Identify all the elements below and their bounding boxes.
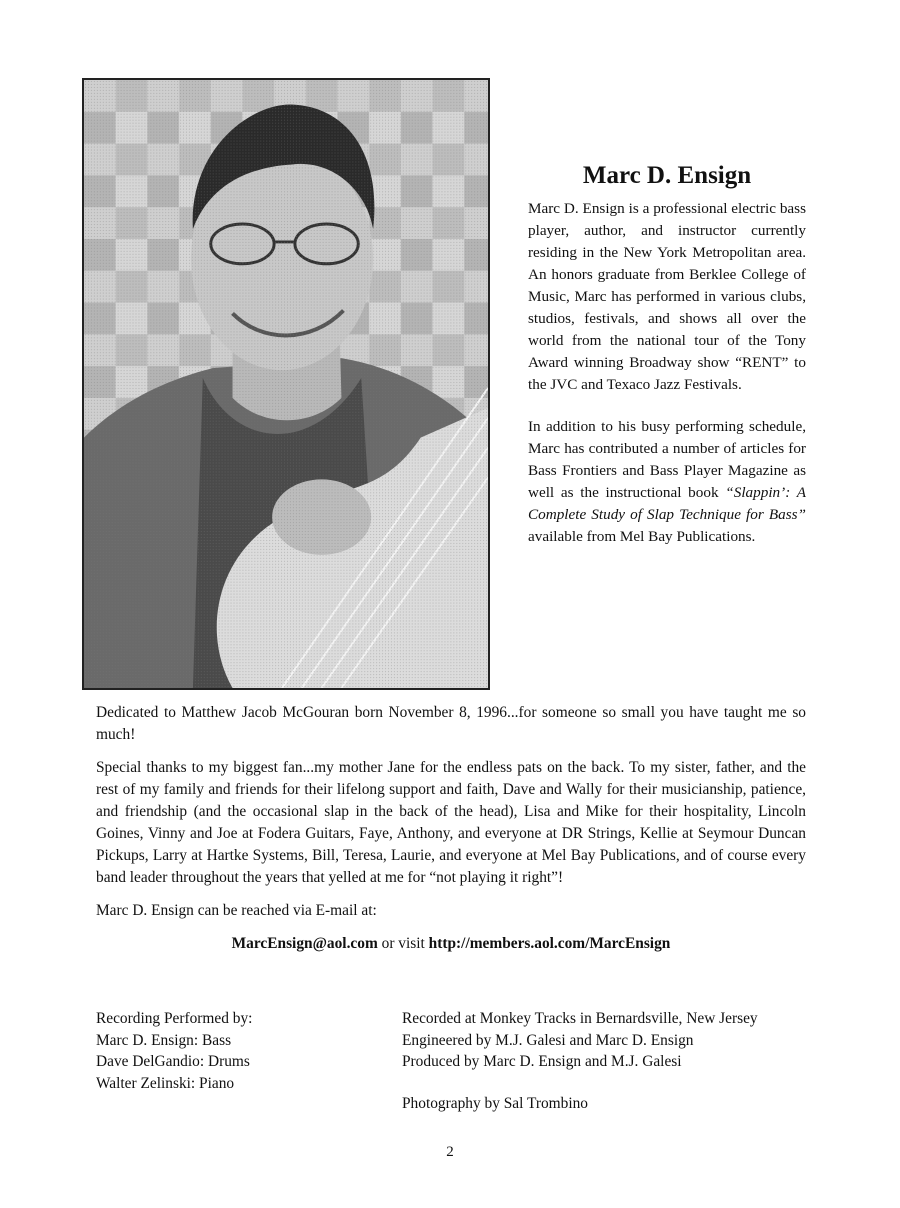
contact-connector: or visit	[377, 935, 429, 952]
author-photo-image	[84, 80, 488, 688]
credit-line: Dave DelGandio: Drums	[96, 1053, 250, 1070]
credit-line: Engineered by M.J. Galesi and Marc D. Ensign	[402, 1031, 694, 1049]
photo-credit: Photography by Sal Trombino	[402, 1094, 588, 1112]
bio-paragraph-2-end: available from Mel Bay Publications.	[528, 528, 756, 545]
dedication-text: Dedicated to Matthew Jacob McGouran born November 8, 1996...for someone so small you have taught me so much!	[96, 704, 806, 743]
credit-line: Produced by Marc D. Ensign and M.J. Galesi	[402, 1053, 682, 1070]
production-credits	[402, 1008, 812, 1114]
credit-line: Marc D. Ensign: Bass	[96, 1031, 232, 1049]
credit-line: Walter Zelinski: Piano	[96, 1074, 235, 1092]
contact-url[interactable]: http://members.aol.com/MarcEnsign	[428, 935, 671, 952]
recording-credits	[96, 1008, 386, 1094]
contact-line	[96, 933, 806, 955]
credit-line: Recording Performed by:	[96, 1010, 253, 1027]
acknowledgements	[96, 702, 806, 966]
author-bio	[528, 160, 806, 568]
bio-paragraph-2-start: In addition to his busy performing schedule, Marc has contributed a number of articles for Bass Frontiers and Bass Player Magazine as well as the instructional book	[528, 418, 806, 501]
author-photo	[82, 78, 490, 690]
bio-paragraph-1: Marc D. Ensign is a professional electric bass player, author, and instructor currently residing in the New York Metropolitan area. An honors graduate from Berklee College of Music, Marc has performed in various clubs, studios, festivals, and shows all over the world from the national tour of the Tony Award winning Broadway show “RENT” to the JVC and Texaco Jazz Festivals.	[528, 200, 806, 393]
contact-email[interactable]: MarcEnsign@aol.com	[231, 935, 378, 952]
page-number: 2	[446, 1144, 454, 1160]
author-name: Marc D. Ensign	[582, 162, 752, 189]
book-title: “Slappin’: A Complete Study of Slap Technique for Bass”	[528, 484, 806, 523]
contact-intro: Marc D. Ensign can be reached via E-mail at:	[96, 902, 377, 919]
credit-line: Recorded at Monkey Tracks in Bernardsville, New Jersey	[402, 1010, 758, 1027]
thanks-text: Special thanks to my biggest fan...my mother Jane for the endless pats on the back. To my sister, father, and the rest of my family and friends for their lifelong support and faith, Dave and Wally for their musicianship, patience, and friendship (and the occasional slap in the back of the head), Lisa and Mike for their hospitality, Lincoln Goines, Vinny and Joe at Fodera Guitars, Faye, Anthony, and everyone at DR Strings, Kellie at Seymour Duncan Pickups, Larry at Hartke Systems, Bill, Teresa, Laurie, and everyone at Mel Bay Publications, and of course every band leader throughout the years that yelled at me for “not playing it right”!	[96, 759, 806, 886]
bio-paragraph-2	[528, 416, 806, 548]
